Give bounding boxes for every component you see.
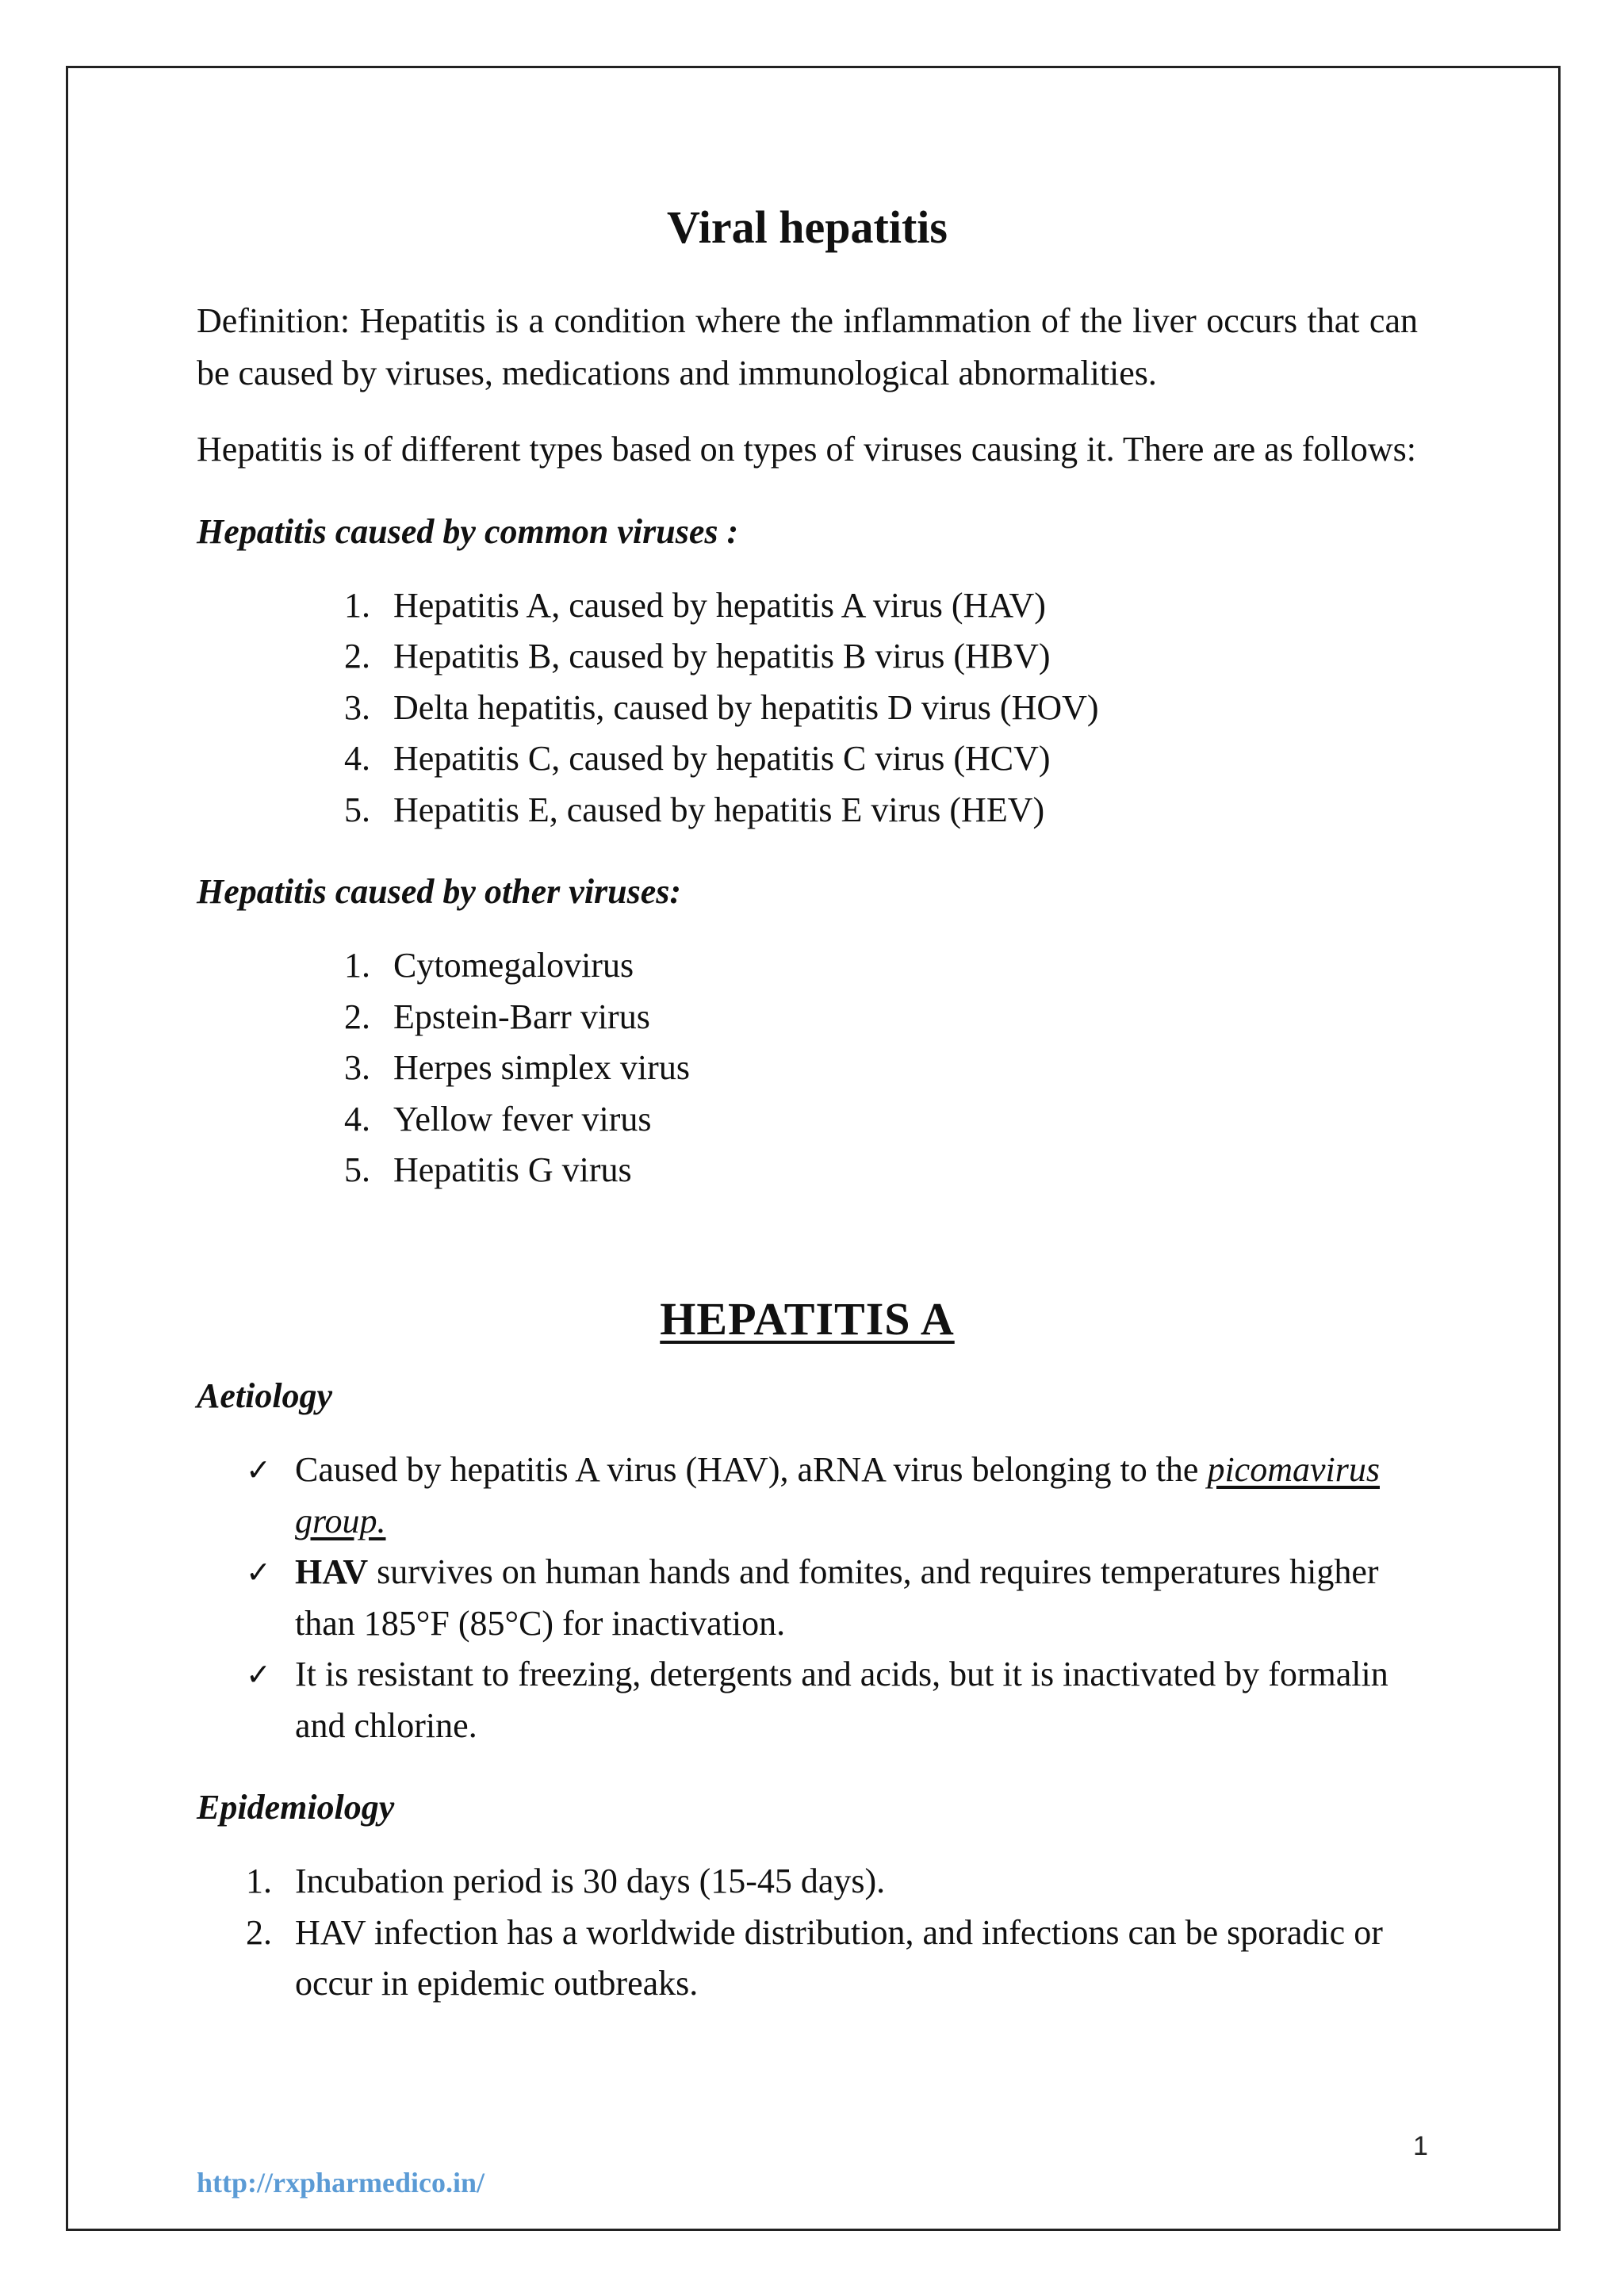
checkmark-icon: ✓ [246, 1555, 271, 1590]
checkmark-icon: ✓ [246, 1452, 271, 1488]
common-viruses-list [197, 580, 1418, 836]
list-item: 1. Hepatitis A, caused by hepatitis A virus (HAV) [344, 585, 1046, 625]
aetiology-list [197, 1445, 1418, 1751]
list-item: 2. Epstein-Barr virus [344, 997, 650, 1036]
aetiology-heading: Aetiology [197, 1376, 333, 1416]
checkmark-icon: ✓ [246, 1657, 271, 1693]
other-viruses-heading: Hepatitis caused by other viruses: [197, 872, 682, 912]
hepatitis-a-heading: HEPATITIS A [660, 1292, 955, 1345]
list-item: ✓ HAV survives on human hands and fomites, and requires temperatures higher than 185°F (85°C) for inactivation. [246, 1547, 1418, 1649]
definition-paragraph: Definition: Hepatitis is a condition where the inflammation of the liver occurs that can be caused by viruses, medications and immunological abnormalities. [197, 300, 1418, 392]
picornavirus-group-term: picomavirus group. [295, 1450, 1380, 1540]
list-item: 2. HAV infection has a worldwide distribution, and infections can be sporadic or occur in epidemic outbreaks. [246, 1912, 1383, 2003]
list-item: 1. Cytomegalovirus [344, 946, 634, 985]
list-item: 1. Incubation period is 30 days (15-45 days). [246, 1862, 886, 1901]
list-item: 4. Yellow fever virus [344, 1099, 652, 1138]
epidemiology-heading: Epidemiology [197, 1788, 395, 1827]
list-item: ✓ It is resistant to freezing, detergents and acids, but it is inactivated by formalin and chlorine. [246, 1649, 1418, 1751]
document-body [197, 174, 1418, 2010]
list-item: 4. Hepatitis C, caused by hepatitis C virus (HCV) [344, 739, 1051, 779]
types-intro-paragraph: Hepatitis is of different types based on types of viruses causing it. There are as follows: [197, 429, 1417, 469]
list-item: 3. Herpes simplex virus [344, 1048, 690, 1088]
epidemiology-list [197, 1856, 1418, 2010]
list-item: ✓ Caused by hepatitis A virus (HAV), aRNA virus belonging to the picomavirus group. [246, 1445, 1418, 1547]
list-item: 3. Delta hepatitis, caused by hepatitis D virus (HOV) [344, 687, 1099, 727]
list-item: 2. Hepatitis B, caused by hepatitis B virus (HBV) [344, 637, 1051, 676]
page-number: 1 [1413, 2131, 1428, 2161]
list-item: 5. Hepatitis E, caused by hepatitis E virus (HEV) [344, 790, 1045, 829]
hav-bold-term: HAV [295, 1552, 369, 1592]
list-item: 5. Hepatitis G virus [344, 1150, 632, 1190]
footer-link[interactable]: http://rxpharmedico.in/ [197, 2167, 485, 2198]
document-title: Viral hepatitis [667, 201, 948, 253]
other-viruses-list [197, 940, 1418, 1196]
common-viruses-heading: Hepatitis caused by common viruses : [197, 511, 739, 551]
